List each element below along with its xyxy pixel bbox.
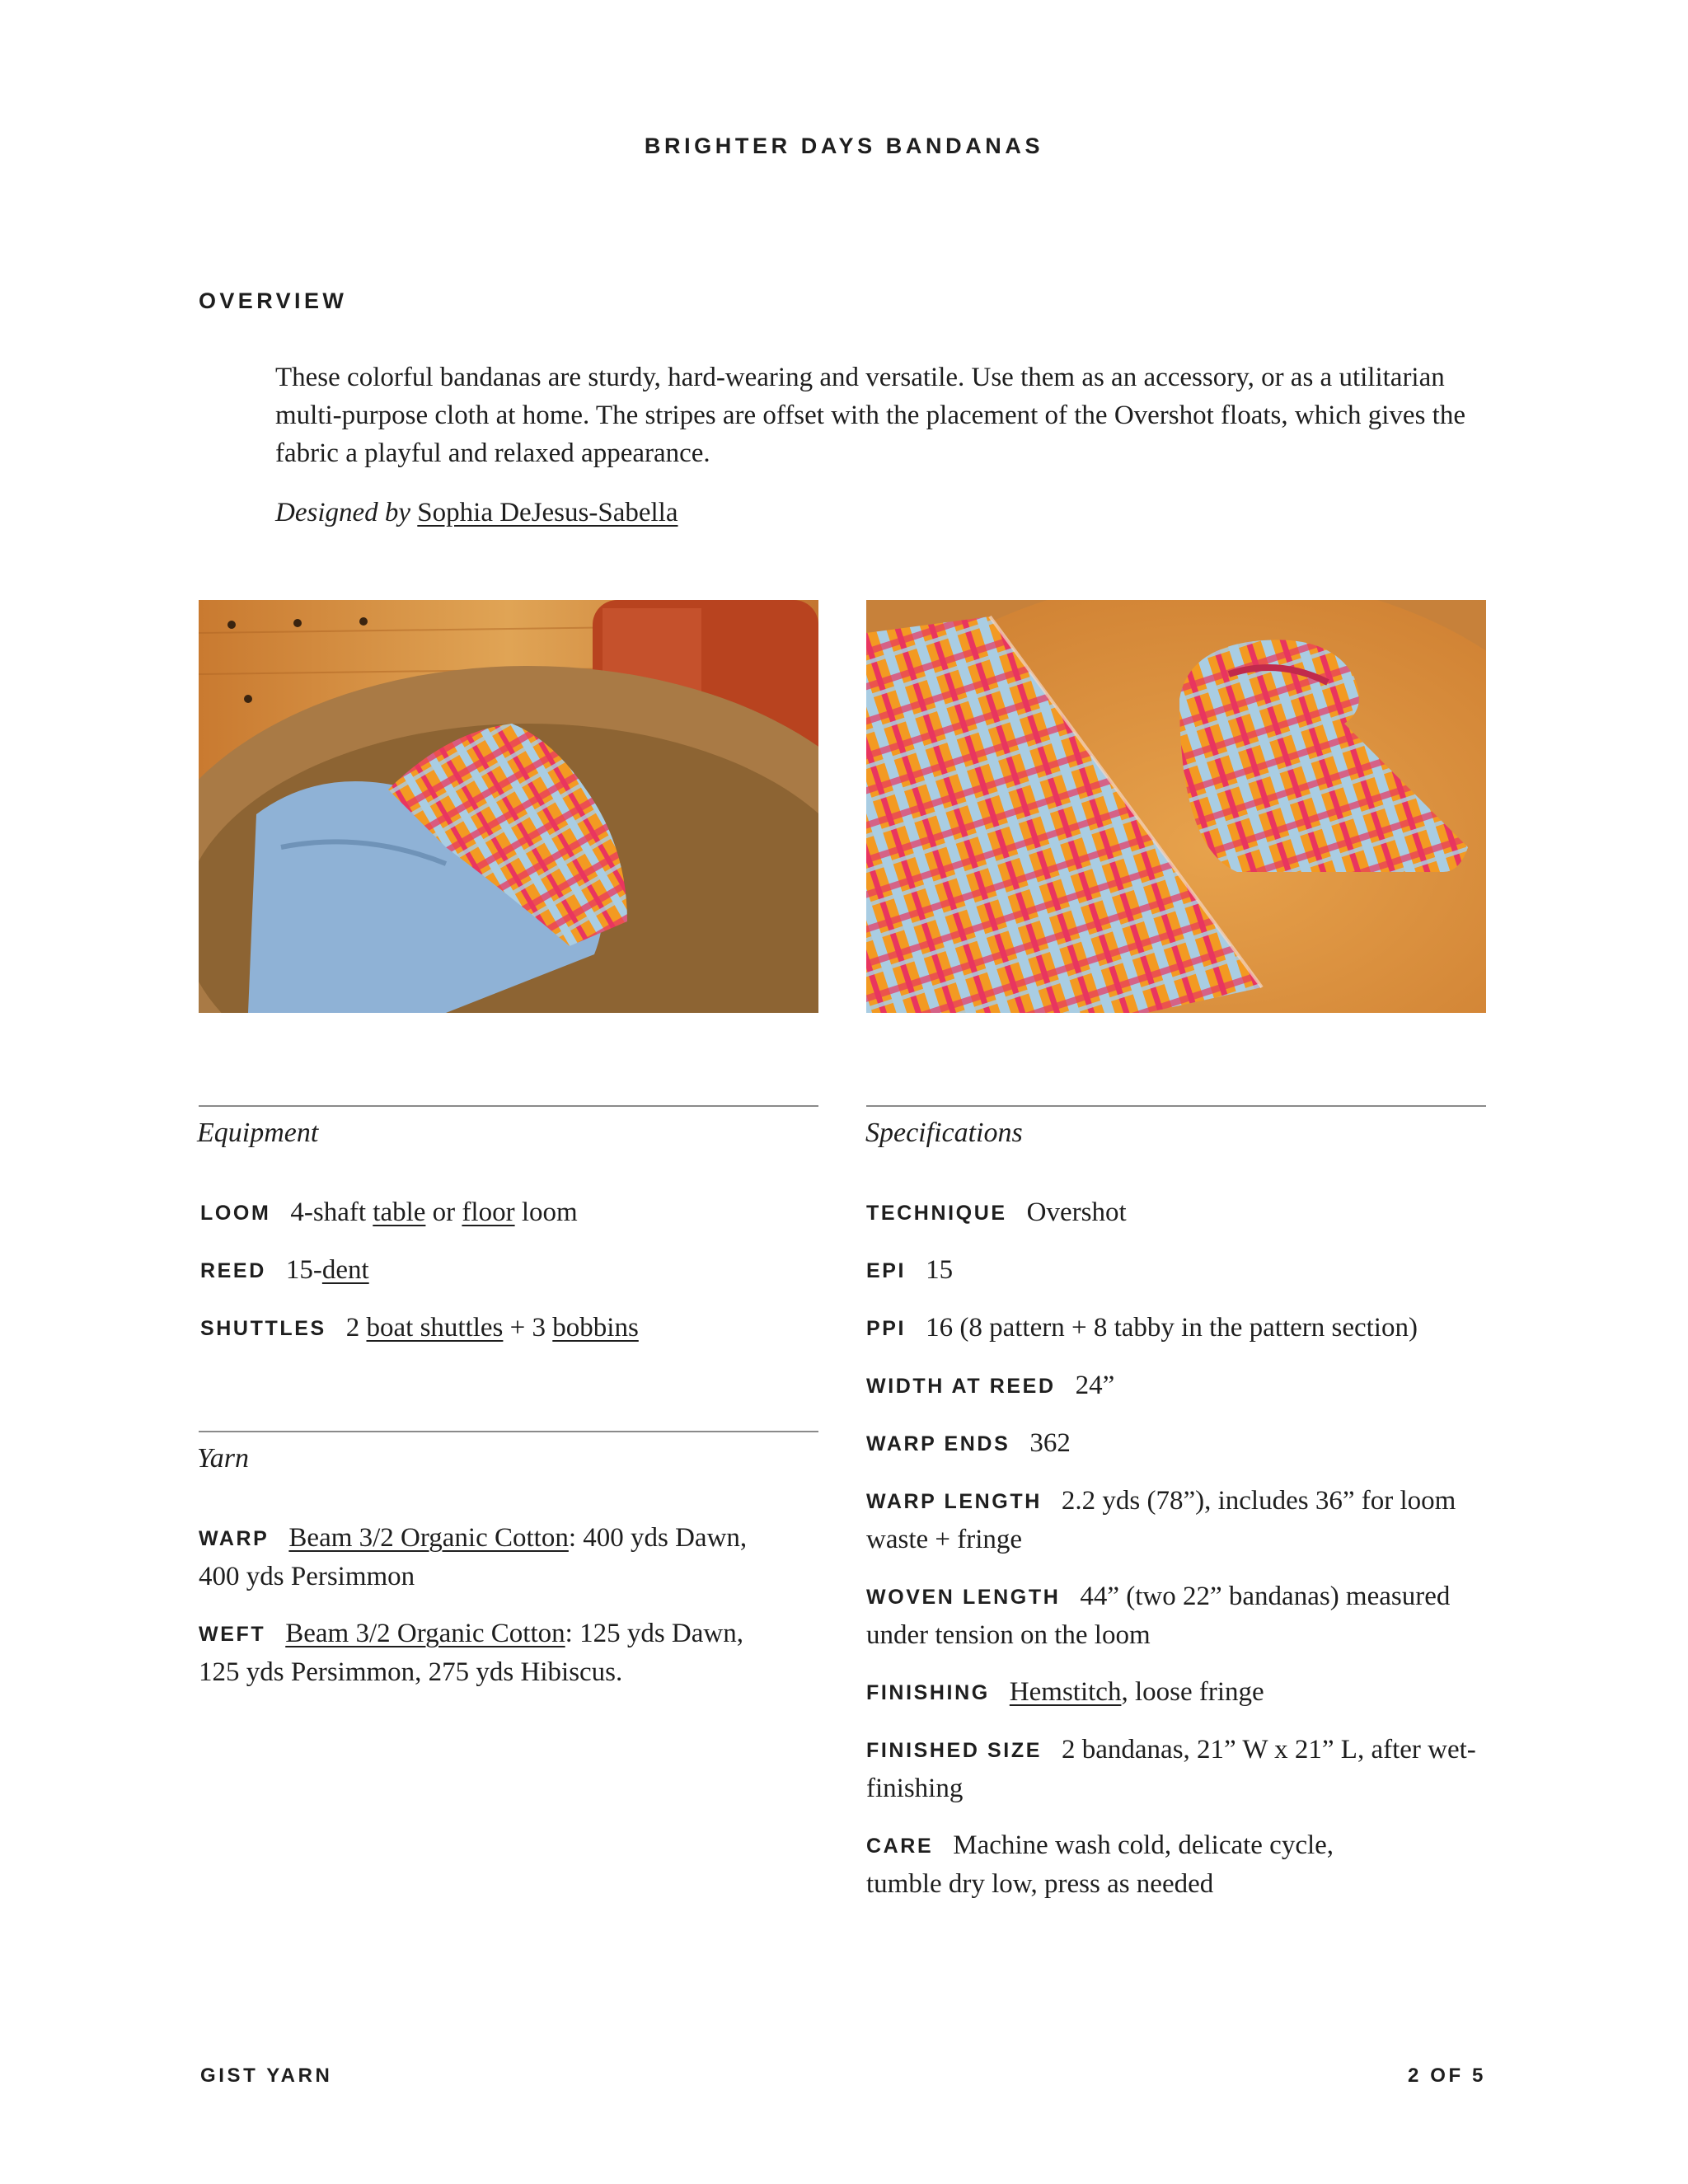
shuttles-label: SHUTTLES (200, 1317, 326, 1340)
woven-length-row (866, 1577, 1493, 1654)
table-loom-link[interactable]: table (373, 1197, 426, 1227)
weft-row (199, 1615, 818, 1691)
epi-label: EPI (866, 1259, 907, 1282)
care-value: Machine wash cold, delicate cycle, (953, 1830, 1334, 1860)
overview-text: These colorful bandanas are sturdy, hard-wearing and versatile. Use them as an accessory, or as a utilitarian multi-purpose cloth at home. The stripes are offset with the placement of the Overshot floats, which gives the fabric a playful and relaxed appearance. (275, 363, 1465, 468)
page-title: BRIGHTER DAYS BANDANAS (644, 134, 1044, 158)
boat-shuttles-link[interactable]: boat shuttles (366, 1313, 504, 1343)
hemstitch-link[interactable]: Hemstitch (1009, 1677, 1122, 1707)
ppi-row (866, 1309, 1418, 1347)
warp-length-label: WARP LENGTH (866, 1490, 1042, 1513)
loom-row (200, 1193, 578, 1232)
loom-label: LOOM (200, 1202, 271, 1225)
woven-length-value: 44” (two 22” bandanas) measured (1080, 1582, 1451, 1611)
designer-credit (275, 498, 678, 528)
finished-size-row (866, 1731, 1493, 1807)
bobbins-link[interactable]: bobbins (552, 1313, 639, 1343)
reed-row (200, 1251, 369, 1290)
technique-label: TECHNIQUE (866, 1202, 1007, 1225)
technique-row (866, 1193, 1127, 1232)
finished-size-value-2: finishing (866, 1774, 964, 1803)
footer-brand: GIST YARN (200, 2064, 333, 2087)
finished-size-label: FINISHED SIZE (866, 1739, 1042, 1762)
care-row (866, 1826, 1493, 1903)
warp-label: WARP (199, 1527, 270, 1550)
floor-loom-link[interactable]: floor (462, 1197, 515, 1227)
ppi-label: PPI (866, 1317, 907, 1340)
shuttles-row (200, 1309, 639, 1347)
specifications-divider (866, 1105, 1486, 1107)
weft-label: WEFT (199, 1623, 266, 1646)
care-value-2: tumble dry low, press as needed (866, 1869, 1214, 1899)
technique-value: Overshot (1026, 1197, 1127, 1227)
equipment-divider (199, 1105, 818, 1107)
epi-value: 15 (926, 1255, 954, 1285)
overview-paragraph (275, 359, 1470, 472)
woven-length-value-2: under tension on the loom (866, 1620, 1151, 1650)
warp-length-row (866, 1482, 1493, 1558)
weft-text-2: 125 yds Persimmon, 275 yds Hibiscus. (199, 1657, 623, 1687)
page-number: 2 OF 5 (1408, 2064, 1486, 2087)
equipment-title: Equipment (197, 1118, 319, 1148)
dent-link[interactable]: dent (321, 1255, 369, 1285)
width-at-reed-row (866, 1366, 1114, 1405)
warp-row (199, 1519, 818, 1596)
woven-length-label: WOVEN LENGTH (866, 1586, 1061, 1609)
warp-ends-value: 362 (1029, 1428, 1071, 1458)
ppi-value: 16 (8 pattern + 8 tabby in the pattern section) (926, 1313, 1418, 1343)
photo-bandana-in-basket (199, 600, 818, 1013)
overview-heading: OVERVIEW (199, 288, 348, 313)
shuttles-pre: 2 (345, 1313, 367, 1343)
warp-length-value-2: waste + fringe (866, 1525, 1023, 1554)
loom-post: loom (514, 1197, 578, 1227)
specifications-title: Specifications (865, 1118, 1023, 1148)
warp-text-2: 400 yds Persimmon (199, 1562, 415, 1591)
finishing-label: FINISHING (866, 1681, 990, 1704)
care-label: CARE (866, 1835, 934, 1858)
warp-text: : 400 yds Dawn, (568, 1523, 748, 1553)
yarn-divider (199, 1431, 818, 1432)
loom-pre: 4-shaft (290, 1197, 373, 1227)
weft-text: : 125 yds Dawn, (565, 1619, 743, 1648)
designer-link[interactable]: Sophia DeJesus-Sabella (417, 498, 678, 527)
reed-label: REED (200, 1259, 266, 1282)
credit-prefix: Designed by (275, 498, 411, 527)
reed-pre: 15- (285, 1255, 322, 1285)
loom-mid: or (425, 1197, 462, 1227)
width-at-reed-label: WIDTH AT REED (866, 1375, 1056, 1398)
shuttles-mid: + 3 (503, 1313, 553, 1343)
warp-yarn-link[interactable]: Beam 3/2 Organic Cotton (288, 1523, 569, 1553)
finishing-value: , loose fringe (1121, 1677, 1264, 1707)
warp-ends-row (866, 1424, 1071, 1463)
width-at-reed-value: 24” (1075, 1371, 1115, 1400)
finishing-row (866, 1673, 1264, 1712)
epi-row (866, 1251, 953, 1290)
warp-length-value: 2.2 yds (78”), includes 36” for loom (1061, 1486, 1456, 1516)
finished-size-value: 2 bandanas, 21” W x 21” L, after wet- (1062, 1735, 1476, 1765)
photo-bandanas-on-table (866, 600, 1486, 1013)
yarn-title: Yarn (197, 1443, 250, 1474)
weft-yarn-link[interactable]: Beam 3/2 Organic Cotton (285, 1619, 565, 1648)
warp-ends-label: WARP ENDS (866, 1432, 1010, 1455)
